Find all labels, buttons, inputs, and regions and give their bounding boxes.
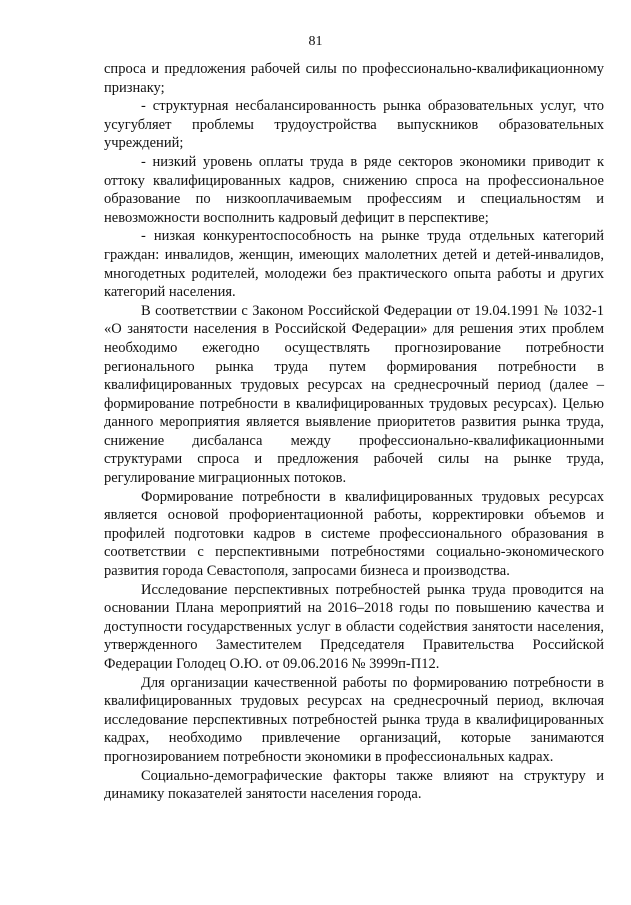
bullet-item-education-imbalance: - структурная несбалансированность рынка образовательных услуг, что усугубляет проблемы трудоустройства выпускников образовательных учреждений; xyxy=(104,98,604,152)
paragraph-workforce-demand: Формирование потребности в квалифицированных трудовых ресурсах является основой профориентационной работы, корректировки объемов и профилей подготовки кадров в системе профессионального образования в соответствии с перспективными потребностями социально-экономического развития города Севастополя, запросами бизнеса и производства. xyxy=(104,488,604,580)
paragraph-research-plan: Исследование перспективных потребностей рынка труда проводится на основании Плана мероприятий на 2016–2018 годы по повышению качества и доступности государственных услуг в области содействия занятости населения, утвержденного Заместителем Председателя Правительства Российской Федерации Голодец О.Ю. от 09.06.2016 № 3999п-П12. xyxy=(104,581,604,672)
paragraph-demographic-factors: Социально-демографические факторы также влияют на структуру и динамику показателей занятости населения города. xyxy=(104,767,604,803)
paragraph-continuation: спроса и предложения рабочей силы по профессионально-квалификационному признаку; xyxy=(104,61,604,96)
page-number: 81 xyxy=(308,34,323,49)
document-body xyxy=(104,60,604,804)
paragraph-law-reference: В соответствии с Законом Российской Федерации от 19.04.1991 № 1032-1 «О занятости населения в Российской Федерации» для решения этих проблем необходимо ежегодно осуществлять прогнозирование потребности регионального рынка труда путем формирования потребности в квалифицированных трудовых ресурсах на среднесрочный период (далее – формирование потребности в квалифицированных трудовых ресурсах). Целью данного мероприятия является выявление приоритетов развития рынка труда, снижение дисбаланса между профессионально-квалификационными структурами спроса и предложения рабочей силы на рынке труда, регулирование миграционных потоков. xyxy=(104,302,604,487)
bullet-item-low-competitiveness: - низкая конкурентоспособность на рынке труда отдельных категорий граждан: инвалидов, женщин, имеющих малолетних детей и детей-инвалидов, многодетных родителей, молодежи без практического опыта работы и других категорий населения. xyxy=(104,228,604,301)
bullet-item-low-wages: - низкий уровень оплаты труда в ряде секторов экономики приводит к оттоку квалифицированных кадров, снижению спроса на профессиональное образование по низкооплачиваемым профессиям и специальностям и невозможности восполнить кадровый дефицит в перспективе; xyxy=(104,153,604,226)
paragraph-organization: Для организации качественной работы по формированию потребности в квалифицированных трудовых ресурсах на среднесрочный период, включая исследование перспективных потребностей рынка труда в квалифицированных кадрах, необходимо привлечение организаций, которые занимаются прогнозированием потребности экономики в профессиональных кадрах. xyxy=(104,674,604,765)
